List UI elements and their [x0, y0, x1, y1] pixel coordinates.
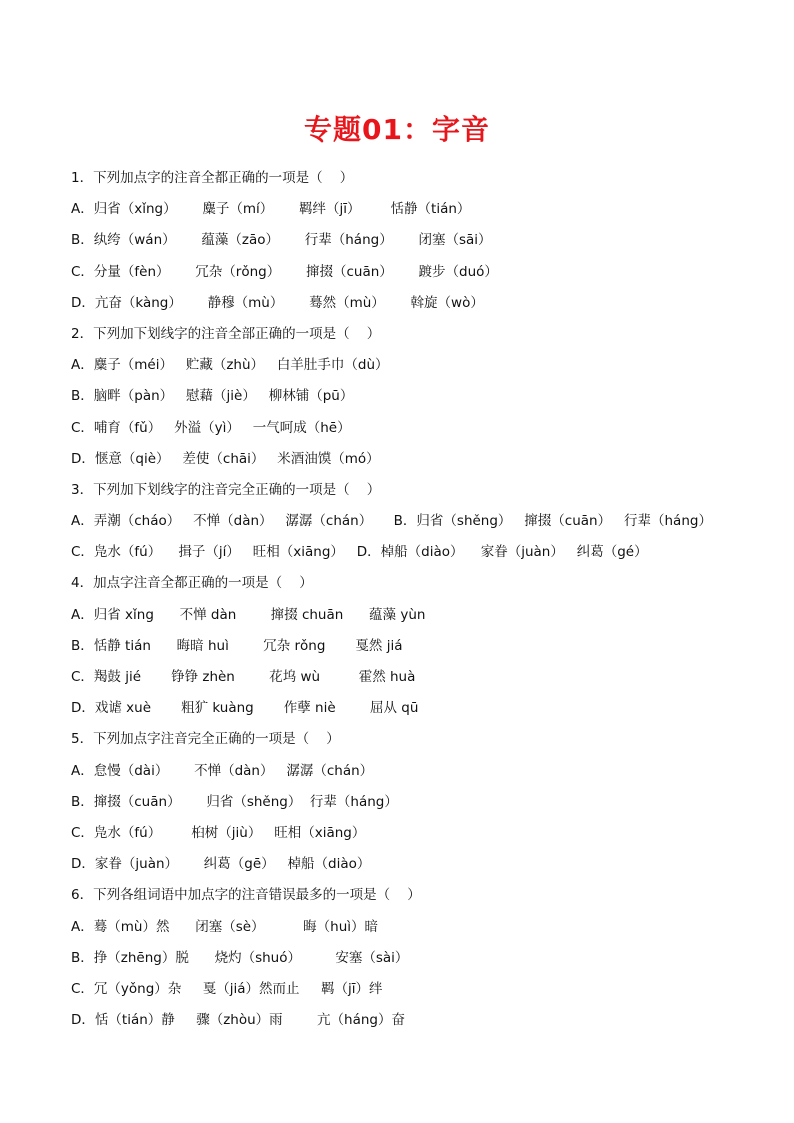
question-list — [71, 163, 761, 1036]
question-2-option-d: D．惬意（qiè） 差使（chāi） 米酒油馍（mó） — [71, 450, 380, 467]
question-5-option-c: C．凫水（fú） 桕树（jiù） 旺相（xiāng） — [71, 824, 366, 841]
question-5-option-d: D．家眷（juàn） 纠葛（gē） 棹船（diào） — [71, 856, 371, 873]
question-1-option-b: B．纨绔（wán） 蕴藻（zāo） 行辈（háng） 闭塞（sāi） — [71, 232, 492, 249]
question-2-option-a: A．麋子（méi） 贮藏（zhù） 白羊肚手巾（dù） — [71, 357, 389, 374]
question-1-stem: 1．下列加点字的注音全都正确的一项是（ ） — [71, 170, 354, 186]
question-6-option-a: A．蓦（mù）然 闭塞（sè） 晦（huì）暗 — [71, 918, 379, 935]
page-title: 专题01：字音 — [304, 113, 490, 146]
question-2-option-c: C．哺育（fǔ） 外溢（yì） 一气呵成（hē） — [71, 419, 351, 436]
question-3-stem: 3．下列加下划线字的注音完全正确的一项是（ ） — [71, 481, 381, 498]
question-2-option-b: B．脑畔（pàn） 慰藉（jiè） 柳林铺（pū） — [71, 388, 354, 405]
question-6-option-c: C．冗（yǒng）杂 戛（jiá）然而止 羁（jī）绊 — [71, 980, 383, 997]
question-5-stem: 5．下列加点字注音完全正确的一项是（ ） — [71, 731, 340, 748]
question-2-stem: 2．下列加下划线字的注音全部正确的一项是（ ） — [71, 325, 381, 342]
question-4-stem: 4．加点字注音全都正确的一项是（ ） — [71, 575, 313, 592]
question-1-option-c: C．分量（fèn） 冗杂（rǒng） 撺掇（cuān） 踱步（duó） — [71, 263, 498, 280]
question-6-stem: 6．下列各组词语中加点字的注音错误最多的一项是（ ） — [71, 887, 421, 904]
question-4-option-c: C．羯鼓 jié 铮铮 zhèn 花坞 wù 霍然 huà — [71, 669, 416, 685]
question-6-option-d: D．恬（tián）静 骤（zhòu）雨 亢（háng）奋 — [71, 1012, 405, 1029]
question-6-option-b: B．挣（zhēng）脱 烧灼（shuó） 安塞（sài） — [71, 949, 409, 966]
question-4-option-a: A．归省 xǐng 不惮 dàn 撺掇 chuān 蕴藻 yùn — [71, 606, 426, 623]
question-4-option-b: B．恬静 tián 晦暗 huì 冗杂 rǒng 戛然 jiá — [71, 637, 403, 654]
question-1-option-a: A．归省（xǐng） 麋子（mí） 羁绊（jī） 恬静（tián） — [71, 201, 471, 218]
question-1-option-d: D．亢奋（kàng） 静穆（mù） 蓦然（mù） 斡旋（wò） — [71, 294, 484, 311]
question-3-options-cd: C．凫水（fú） 揖子（jí） 旺相（xiāng） D．棹船（diào） 家眷（juàn） 纠葛（gé） — [71, 544, 648, 561]
question-5-option-b: B．撺掇（cuān） 归省（shěng） 行辈（háng） — [71, 793, 398, 810]
question-3-options-ab: A．弄潮（cháo） 不惮（dàn） 潺潺（chán） B．归省（shěng） 撺掇（cuān） 行辈（háng） — [71, 513, 712, 530]
question-5-option-a: A．怠慢（dài） 不惮（dàn） 潺潺（chán） — [71, 762, 374, 779]
question-4-option-d: D．戏谑 xuè 粗犷 kuàng 作孽 niè 屈从 qū — [71, 700, 419, 717]
